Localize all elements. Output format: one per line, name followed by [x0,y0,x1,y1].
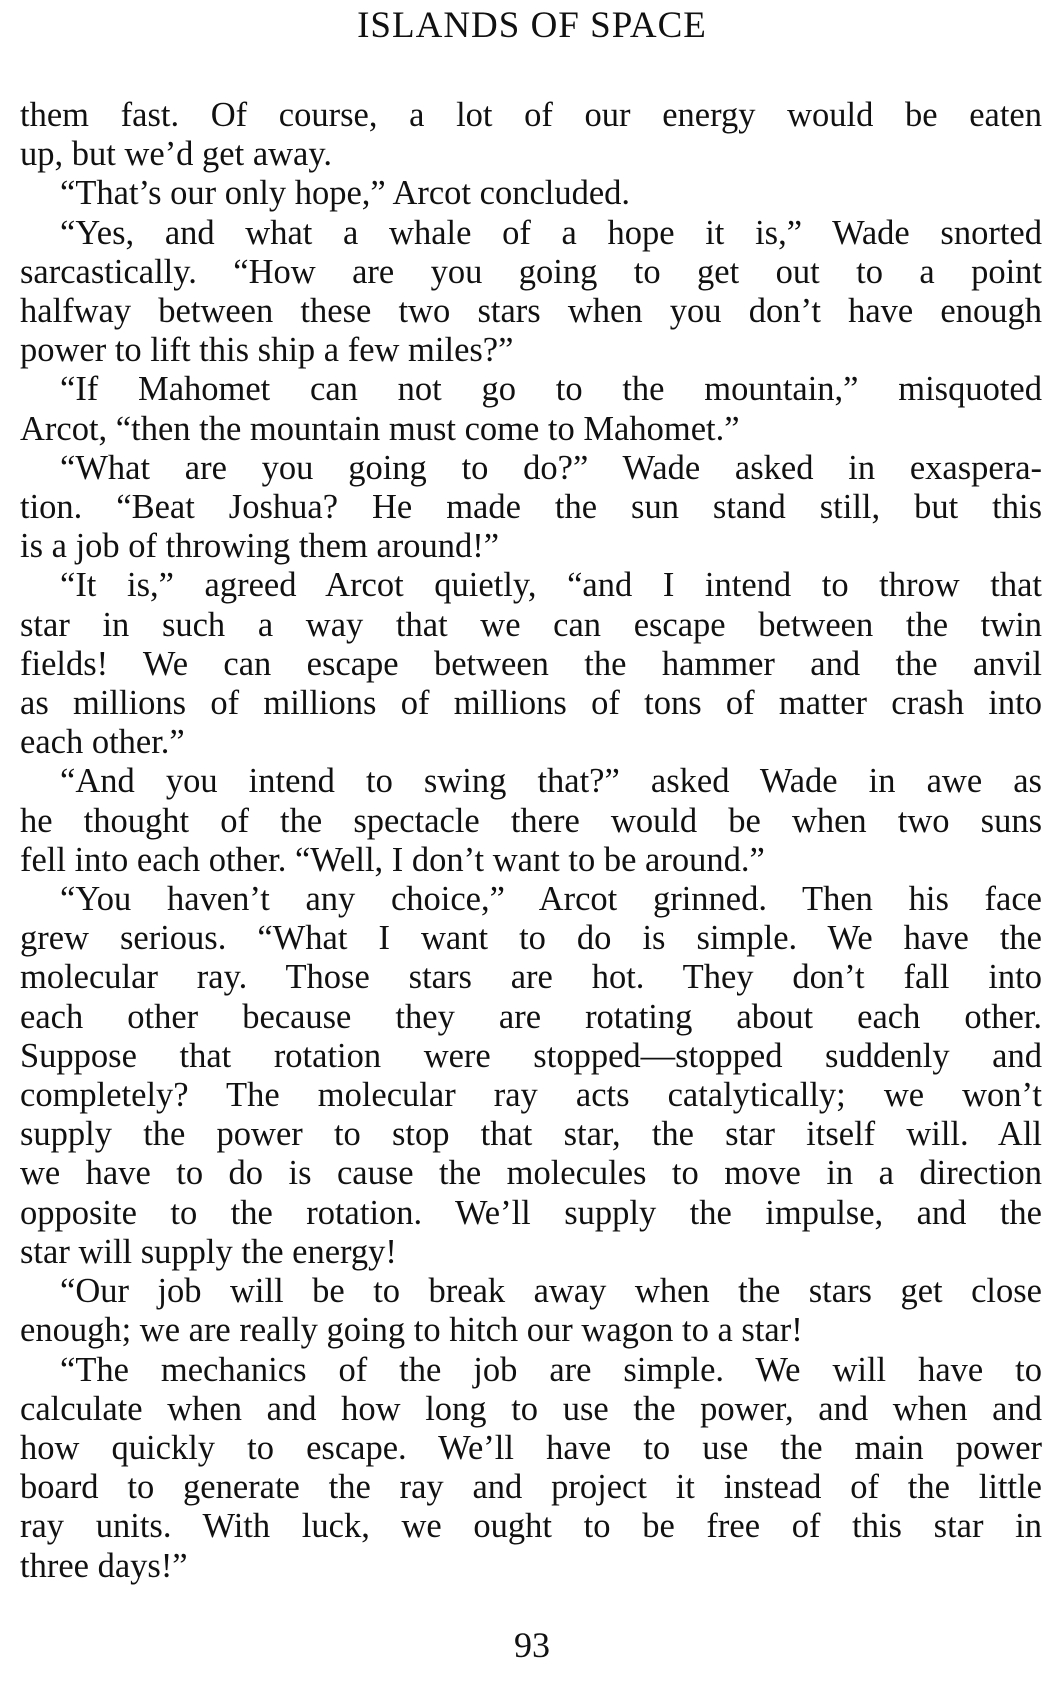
text-line: fields! We can escape between the hammer and the anvil [20,644,1042,683]
text-line: star will supply the energy! [20,1232,397,1271]
text-line: tion. “Beat Joshua? He made the sun stand still, but this [20,488,1042,527]
text-line: each other because they are rotating about each other. [20,997,1042,1036]
text-line: ray units. With luck, we ought to be free of this star in [20,1507,1042,1546]
paragraph [20,370,1042,448]
text-line: up, but we’d get away. [20,135,332,174]
text-line: fell into each other. “Well, I don’t want to be around.” [20,840,765,879]
text-line: molecular ray. Those stars are hot. They don’t fall into [20,958,1042,997]
text-line: “And you intend to swing that?” asked Wade in awe as [60,762,1042,801]
text-line: grew serious. “What I want to do is simple. We have the [20,919,1042,958]
text-line: enough; we are really going to hitch our wagon to a star! [20,1311,803,1350]
text-line: he thought of the spectacle there would be when two suns [20,801,1042,840]
text-line: completely? The molecular ray acts catalytically; we won’t [20,1076,1042,1115]
text-line: them fast. Of course, a lot of our energy would be eaten [20,96,1042,134]
text-line: “The mechanics of the job are simple. We will have to [60,1350,1042,1389]
paragraph [20,214,1042,371]
text-line: Suppose that rotation were stopped—stopped suddenly and [20,1036,1042,1075]
page-number: 93 [514,1625,550,1665]
text-line: sarcastically. “How are you going to get out to a point [20,252,1042,291]
text-line: “Yes, and what a whale of a hope it is,” Wade snorted [60,213,1042,252]
paragraph [20,449,1042,567]
paragraph [20,880,1042,1272]
paragraph [20,1351,1042,1586]
paragraph [20,174,1042,213]
text-line: three days!” [20,1546,188,1585]
text-line: calculate when and how long to use the power, and when and [20,1389,1042,1428]
text-line: we have to do is cause the molecules to move in a direction [20,1154,1042,1193]
text-line: power to lift this ship a few miles?” [20,331,514,370]
text-line: supply the power to stop that star, the star itself will. All [20,1115,1042,1154]
paragraph [20,1272,1042,1350]
text-line: each other.” [20,723,185,762]
text-line: opposite to the rotation. We’ll supply the impulse, and the [20,1193,1042,1232]
text-line: “You haven’t any choice,” Arcot grinned. Then his face [60,880,1042,919]
text-line: how quickly to escape. We’ll have to use the main power [20,1428,1042,1467]
text-line: is a job of throwing them around!” [20,527,500,566]
text-line: “That’s our only hope,” Arcot concluded. [60,174,631,213]
text-line: “If Mahomet can not go to the mountain,” misquoted [60,370,1042,409]
body-text [20,96,1042,1586]
text-line: Arcot, “then the mountain must come to Mahomet.” [20,409,740,448]
paragraph [20,566,1042,762]
text-line: “What are you going to do?” Wade asked in exaspera- [60,448,1042,487]
text-line: board to generate the ray and project it instead of the little [20,1468,1042,1507]
paragraph [20,96,1042,174]
text-line: as millions of millions of millions of tons of matter crash into [20,684,1042,723]
text-line: “Our job will be to break away when the stars get close [60,1272,1042,1311]
paragraph [20,762,1042,880]
text-line: “It is,” agreed Arcot quietly, “and I intend to throw that [60,566,1042,605]
running-head: ISLANDS OF SPACE [357,5,707,46]
text-line: star in such a way that we can escape between the twin [20,605,1042,644]
text-line: halfway between these two stars when you don’t have enough [20,292,1042,331]
